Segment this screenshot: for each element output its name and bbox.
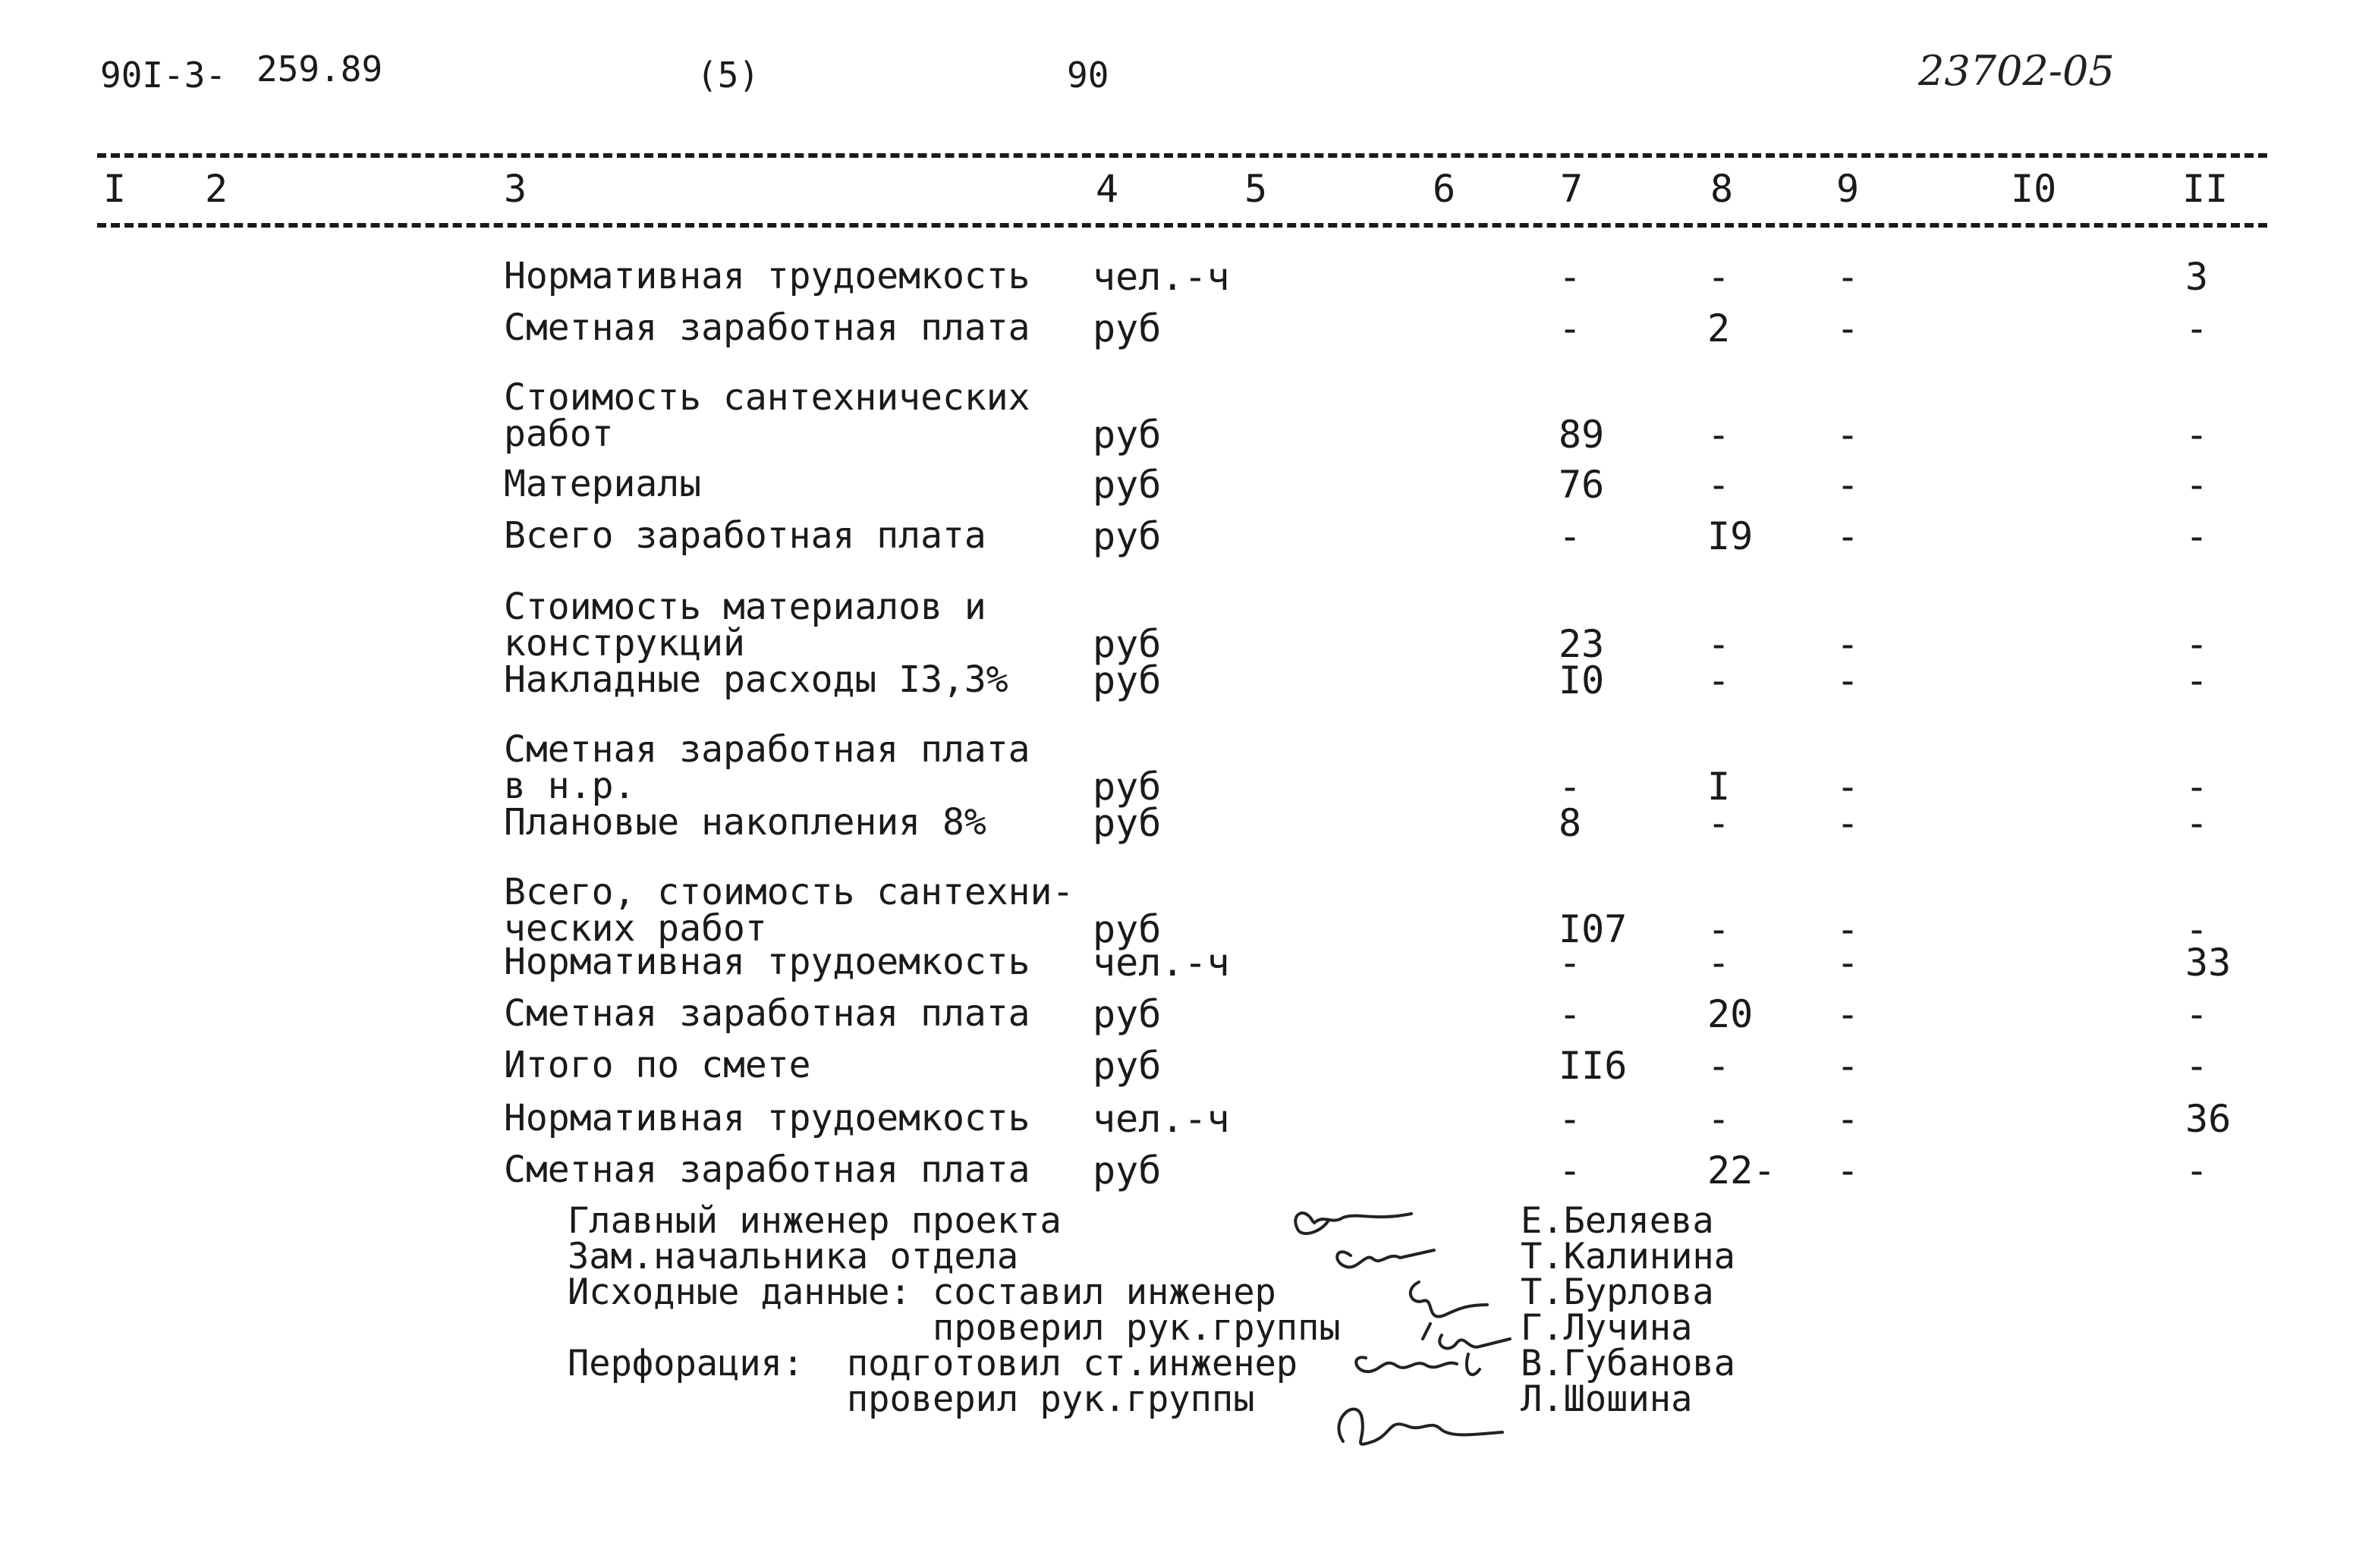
handwritten-registration-number: 23702-05 [1918,47,2115,95]
cell-col-7: - [1559,514,1582,558]
cell-col-11: - [2185,801,2209,845]
cell-col-7: - [1559,1097,1582,1141]
cell-col-7: 89 [1559,413,1605,457]
cell-col-11: - [2185,463,2209,507]
cell-col-11: - [2185,514,2209,558]
cell-col-9: - [1836,992,1860,1036]
row-unit: руб [1093,514,1162,558]
row-unit: чел.-ч [1093,941,1230,985]
row-unit: чел.-ч [1093,255,1230,299]
row-unit: руб [1093,413,1162,457]
signature-roles: Главный инженер проекта Зам.начальника отдела Исходные данные: составил инженер проверил рук.группы Перфорация: подготовил ст.инженер проверил рук.группы [568,1200,1341,1420]
cell-col-11: - [2185,1044,2209,1088]
cell-col-7: 8 [1559,801,1582,845]
row-name: Всего, стоимость сантехни- ческих работ [504,871,1074,950]
cell-col-9: - [1836,622,1860,666]
cell-col-7: - [1559,992,1582,1036]
cell-col-8: - [1707,463,1731,507]
row-unit: руб [1093,1044,1162,1088]
row-unit: руб [1093,622,1162,666]
row-unit: руб [1093,992,1162,1036]
row-name: Итого по смете [504,1044,811,1086]
cell-col-9: - [1836,413,1860,457]
cell-col-9: - [1836,1044,1860,1088]
column-number-5: 5 [1244,167,1268,211]
cell-col-7: - [1559,941,1582,985]
column-number-8: 8 [1710,167,1734,211]
row-name: Материалы [504,463,702,505]
cell-col-8: 20 [1707,992,1754,1036]
cell-col-9: - [1836,306,1860,350]
cell-col-8: - [1707,658,1731,702]
cell-col-7: 23 [1559,622,1605,666]
cell-col-11: - [2185,765,2209,809]
cell-col-8: - [1707,1044,1731,1088]
cell-col-11: - [2185,992,2209,1036]
cell-col-9: - [1836,1097,1860,1141]
row-unit: руб [1093,1149,1162,1192]
row-name: Плановые накопления 8% [504,801,986,844]
cell-col-7: 76 [1559,463,1605,507]
column-number-11: II [2182,167,2229,211]
cell-col-8: I [1707,765,1731,809]
row-unit: руб [1093,658,1162,702]
row-name: Нормативная трудоемкость [504,941,1030,983]
row-unit: руб [1093,907,1162,951]
cell-col-7: I07 [1559,907,1628,951]
cell-col-11: 36 [2185,1097,2232,1141]
cell-col-8: - [1707,622,1731,666]
cell-col-7: - [1559,255,1582,299]
cell-col-11: 3 [2185,255,2209,299]
cell-col-11: - [2185,413,2209,457]
row-name: Стоимость сантехнических работ [504,376,1030,455]
table-top-rule [97,153,2267,158]
cell-col-7: - [1559,306,1582,350]
signature-names: Е.Беляева Т.Калинина Т.Бурлова Г.Лучина В.Губанова Л.Шошина [1521,1200,1735,1420]
column-number-9: 9 [1836,167,1860,211]
cell-col-9: - [1836,907,1860,951]
cell-col-9: - [1836,801,1860,845]
cell-col-11: - [2185,907,2209,951]
cell-col-9: - [1836,941,1860,985]
cell-col-11: - [2185,622,2209,666]
cell-col-9: - [1836,1149,1860,1192]
row-name: Сметная заработная плата [504,306,1030,349]
cell-col-8: 2 [1707,306,1731,350]
cell-col-11: - [2185,1149,2209,1192]
cell-col-11: - [2185,306,2209,350]
cell-col-11: 33 [2185,941,2232,985]
cell-col-7: - [1559,765,1582,809]
column-number-1: I [103,167,127,211]
cell-col-7: II6 [1559,1044,1628,1088]
column-number-10: I0 [2011,167,2057,211]
sheet-mark: (5) [697,55,760,96]
document-number: 259.89 [256,49,383,90]
row-name: Сметная заработная плата [504,992,1030,1035]
cell-col-8: - [1707,413,1731,457]
cell-col-7: I0 [1559,658,1605,702]
row-name: Накладные расходы I3,3% [504,658,1008,701]
cell-col-9: - [1836,463,1860,507]
table-header-rule [97,223,2267,228]
row-unit: руб [1093,765,1162,809]
handwritten-signatures [1260,1191,1533,1479]
row-name: Сметная заработная плата [504,1149,1030,1191]
row-unit: чел.-ч [1093,1097,1230,1141]
row-name: Нормативная трудоемкость [504,255,1030,297]
column-number-6: 6 [1433,167,1456,211]
row-name: Стоимость материалов и конструкций [504,586,986,665]
row-name: Всего заработная плата [504,514,986,557]
cell-col-8: - [1707,1097,1731,1141]
cell-col-9: - [1836,765,1860,809]
row-name: Сметная заработная плата в н.р. [504,728,1030,807]
cell-col-8: - [1707,941,1731,985]
column-number-4: 4 [1096,167,1119,211]
cell-col-9: - [1836,658,1860,702]
cell-col-8: I9 [1707,514,1754,558]
column-number-7: 7 [1560,167,1584,211]
column-number-3: 3 [504,167,527,211]
cell-col-7: - [1559,1149,1582,1192]
cell-col-9: - [1836,514,1860,558]
page-number: 90 [1067,55,1109,96]
row-unit: руб [1093,306,1162,350]
row-unit: руб [1093,463,1162,507]
column-number-2: 2 [205,167,228,211]
cell-col-11: - [2185,658,2209,702]
cell-col-8: - [1707,255,1731,299]
cell-col-8: 22- [1707,1149,1776,1192]
cell-col-9: - [1836,255,1860,299]
row-unit: руб [1093,801,1162,845]
row-name: Нормативная трудоемкость [504,1097,1030,1139]
cell-col-8: - [1707,801,1731,845]
cell-col-8: - [1707,907,1731,951]
document-code: 90I-3- [100,55,227,96]
